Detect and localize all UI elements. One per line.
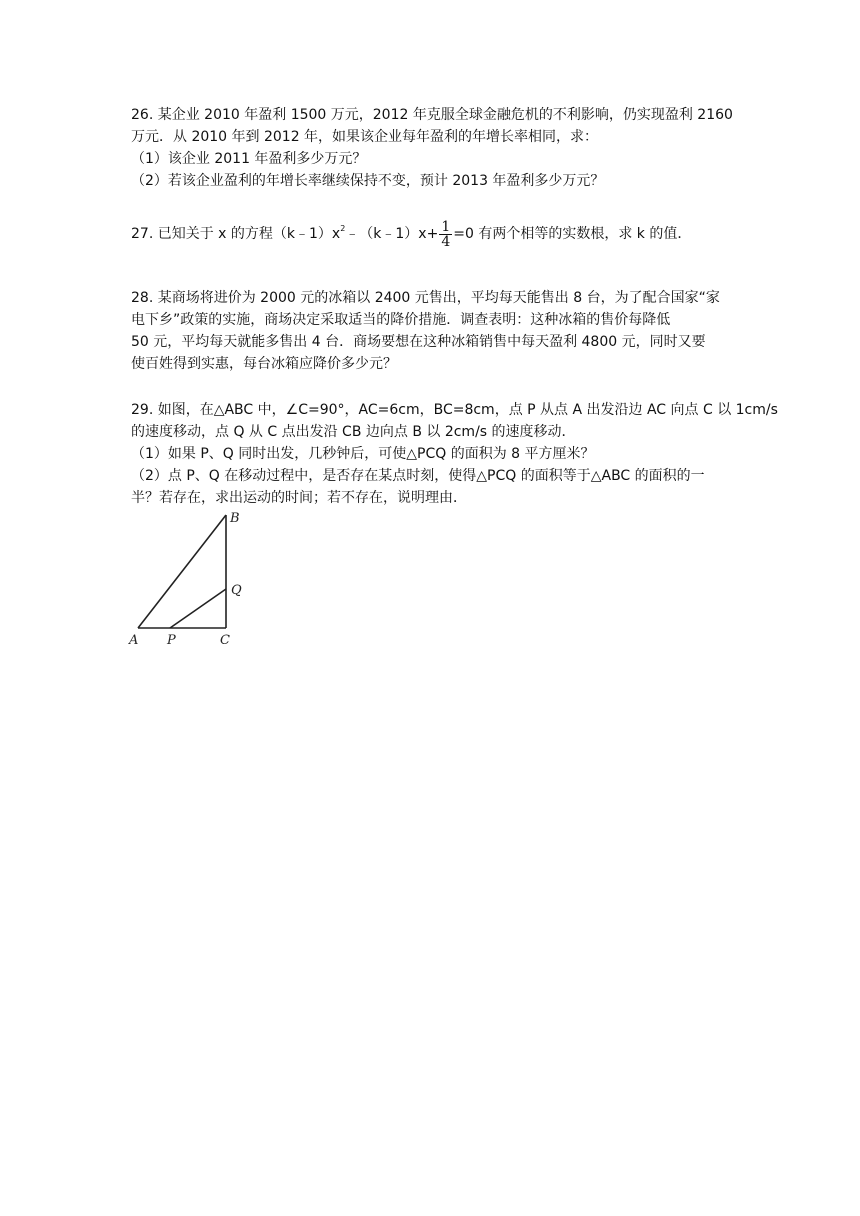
fraction-numerator: 1 [441,218,451,235]
problem-27-line [131,218,731,249]
problem-29-line-1: 29. 如图，在△ABC 中，∠C=90°，AC=6cm，BC=8cm，点 P 从点 A 出发沿边 AC 向点 C 以 1cm/s [131,402,778,418]
problem-28-line-3: 50 元，平均每天就能多售出 4 台．商场要想在这种冰箱销售中每天盈利 4800 元，同时又要 [131,334,706,350]
problem-27-suffix: =0 有两个相等的实数根，求 k 的值． [453,226,692,242]
problem-27-exponent: 2 [340,224,346,233]
problem-28-line-1: 28. 某商场将进价为 2000 元的冰箱以 2400 元售出，平均每天能售出 8 台，为了配合国家“家 [131,290,720,306]
problem-27-middle: ﹣（k﹣1）x+ [345,226,439,242]
problem-29-part-2-line-2: 半？若存在，求出运动的时间；若不存在，说明理由． [131,490,467,506]
problem-28-line-4: 使百姓得到实惠，每台冰箱应降价多少元？ [131,356,397,372]
problem-26 [131,104,731,192]
problem-29 [131,399,778,509]
problem-27 [131,218,731,249]
label-b: B [230,511,240,526]
label-c: C [220,633,230,648]
fraction-denominator: 4 [441,233,451,250]
problem-29-part-1: （1）如果 P、Q 同时出发，几秒钟后，可使△PCQ 的面积为 8 平方厘米？ [131,446,595,462]
triangle-figure [126,505,276,650]
problem-28-line-2: 电下乡”政策的实施，商场决定采取适当的降价措施．调查表明：这种冰箱的售价每降低 [131,312,671,328]
problem-29-part-2-line-1: （2）点 P、Q 在移动过程中，是否存在某点时刻，使得△PCQ 的面积等于△ABC 的面积的一 [131,468,705,484]
problem-27-prefix: 27. 已知关于 x 的方程（k﹣1）x [131,226,341,242]
label-p: P [167,633,176,648]
problem-26-line-2: 万元．从 2010 年到 2012 年，如果该企业每年盈利的年增长率相同，求： [131,129,599,145]
problem-28 [131,287,731,375]
problem-27-fraction [439,220,452,249]
label-q: Q [231,583,242,598]
label-a: A [129,633,139,648]
problem-29-line-2: 的速度移动，点 Q 从 C 点出发沿 CB 边向点 B 以 2cm/s 的速度移动． [131,424,576,440]
problem-26-part-2: （2）若该企业盈利的年增长率继续保持不变，预计 2013 年盈利多少万元？ [131,173,605,189]
segment-pq [170,589,226,628]
side-ab [138,515,226,628]
problem-26-part-1: （1）该企业 2011 年盈利多少万元？ [131,151,367,167]
problem-26-line-1: 26. 某企业 2010 年盈利 1500 万元，2012 年克服全球金融危机的不利影响，仍实现盈利 2160 [131,107,733,123]
